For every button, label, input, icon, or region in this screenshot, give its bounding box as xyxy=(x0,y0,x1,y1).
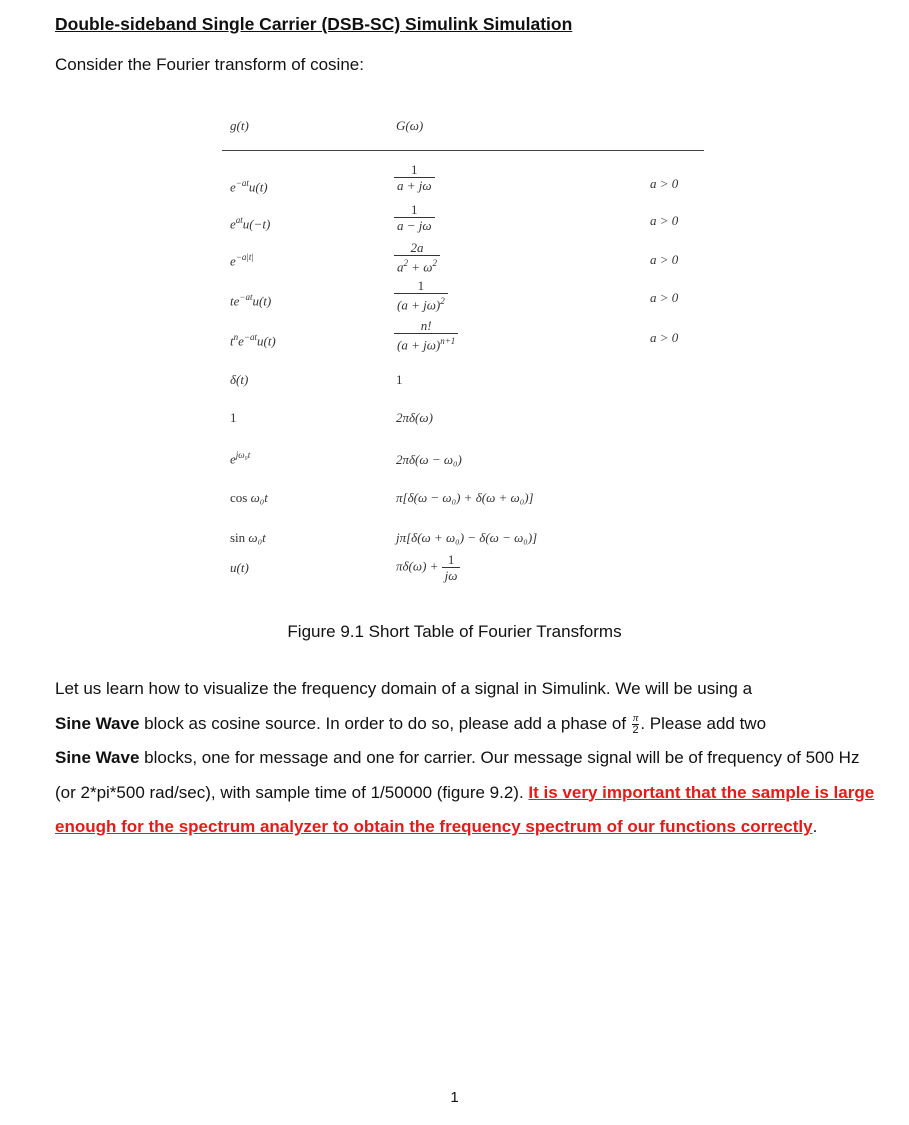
G-cell: π[δ(ω − ω₀) + δ(ω + ω₀)] xyxy=(396,490,534,505)
G-cell: $\frac{1}{a + j\omega}$ xyxy=(394,162,435,193)
g-cell: $te^{-at}u(t)$ xyxy=(230,292,272,309)
g-cell: δ(t) xyxy=(230,372,249,387)
condition-cell: a > 0 xyxy=(650,290,679,305)
condition-cell: a > 0 xyxy=(650,252,679,267)
important-note: It is very important that the sample is large enough for the spectrum analyzer to obtain the frequency spectrum of our functions correctly xyxy=(55,782,875,836)
col-header-g: g(t) xyxy=(230,118,249,133)
G-cell: $\frac{2a}{a^2 + \omega^2}$ xyxy=(394,240,440,274)
g-cell: $e^{-a|t|}$ xyxy=(230,252,254,269)
document-title: Double-sideband Single Carrier (DSB-SC) Simulink Simulation xyxy=(55,14,573,34)
condition-cell: a > 0 xyxy=(650,176,679,191)
G-cell: $\frac{1}{a - j\omega}$ xyxy=(394,202,435,233)
condition-cell: a > 0 xyxy=(650,213,679,228)
para-bold: Sine Wave xyxy=(55,748,140,767)
body-paragraph: Let us learn how to visualize the frequency domain of a signal in Simulink. We will be using a Sine Wave block as cosine source. In order to do so, please add a phase of $\frac{\pi}{2}$ . Please add two Sine Wave blocks, one for message and one for carrier. Our message signal will be of frequency of 500 Hz (or 2*pi*500 rad/sec), with sample time of 1/50000 (figure 9.2). It is very important that the sample is large enough for the spectrum analyzer to obtain the frequency spectrum of our functions correctly. xyxy=(55,679,875,836)
G-cell: 1 xyxy=(396,372,403,387)
G-cell: $\frac{1}{(a + j\omega)^2}$ xyxy=(394,278,448,312)
para-text: block as cosine source. In order to do so, please add a phase of xyxy=(139,713,631,733)
g-cell: $e^{j\omega_0t}$ xyxy=(230,450,251,467)
figure-caption: Figure 9.1 Short Table of Fourier Transforms xyxy=(287,622,622,641)
page-number: 1 xyxy=(450,1089,459,1106)
pi-over-2: $\frac{\pi}{2}$ xyxy=(632,711,639,736)
g-cell: $t^ne^{-at}u(t)$ xyxy=(230,332,276,349)
g-cell: 1 xyxy=(230,410,237,425)
fourier-transform-table xyxy=(222,112,704,602)
G-cell: πδ(ω) + $\frac{1}{j\omega}$ xyxy=(396,552,460,583)
table-rule xyxy=(222,150,704,151)
para-bold: Sine Wave xyxy=(55,713,140,733)
G-cell: jπ[δ(ω + ω₀) − δ(ω − ω₀)] xyxy=(396,530,538,545)
g-cell: $e^{at}u(-t)$ xyxy=(230,215,271,232)
col-header-G: G(ω) xyxy=(396,118,424,133)
G-cell: 2πδ(ω) xyxy=(396,410,433,425)
G-cell: 2πδ(ω − ω₀) xyxy=(396,452,462,467)
para-text: blocks, one for message and one for carrier. Our message signal will be of frequency of 500 Hz (or 2*pi*500 rad/sec), with sample time of 1/50000 (figure 9.2). xyxy=(55,748,860,802)
condition-cell: a > 0 xyxy=(650,330,679,345)
para-text: . Please add two xyxy=(640,713,767,733)
para-text: Let us learn how to visualize the frequency domain of a signal in Simulink. We will be using a xyxy=(55,679,753,698)
G-cell: $\frac{n!}{(a + j\omega)^{n+1}}$ xyxy=(394,318,458,352)
g-cell: u(t) xyxy=(230,560,249,575)
g-cell: cos ω₀t xyxy=(230,490,268,505)
g-cell: $e^{-at}u(t)$ xyxy=(230,178,268,195)
g-cell: sin ω₀t xyxy=(230,530,266,545)
intro-text: Consider the Fourier transform of cosine: xyxy=(55,55,364,74)
